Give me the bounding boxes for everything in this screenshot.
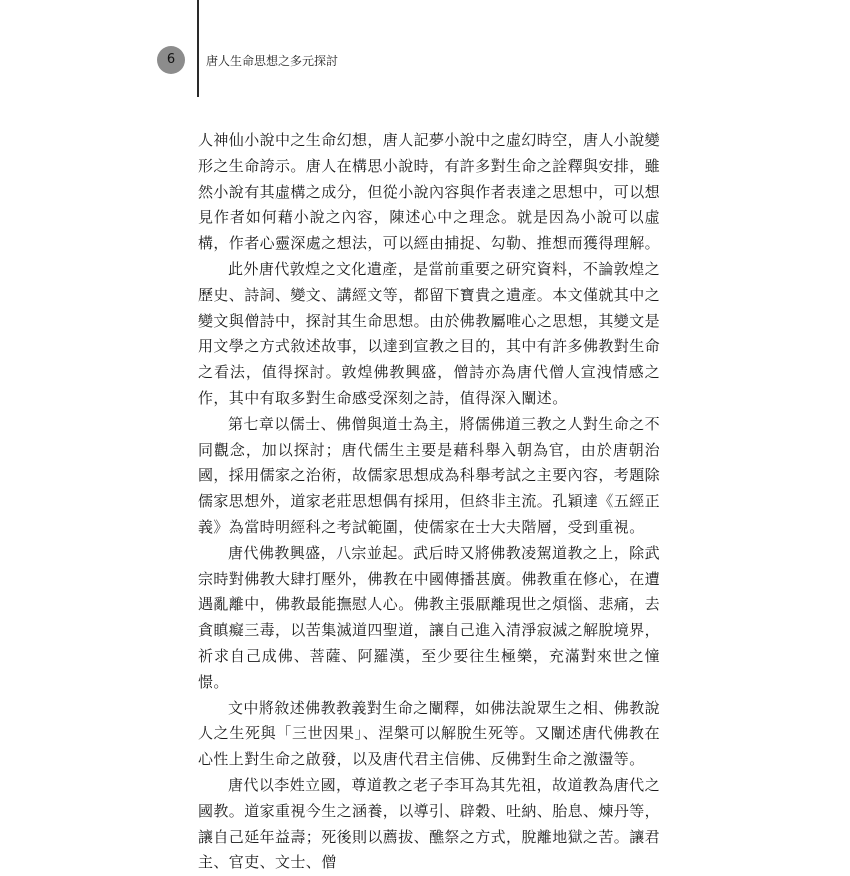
paragraph-5: 文中將敘述佛教教義對生命之闡釋，如佛法說眾生之相、佛教說人之生死與「三世因果」、涅槃可以解脫生死等。又闡述唐代佛教在心性上對生命之啟發，以及唐代君主信佛、反佛對生命之激盪等。 (198, 698, 660, 769)
paragraph-1: 人神仙小說中之生命幻想，唐人記夢小說中之虛幻時空，唐人小說變形之生命誇示。唐人在構思小說時，有許多對生命之詮釋與安排，雖然小說有其虛構之成分，但從小說內容與作者表達之思想中，可以想見作者如何藉小說之內容，陳述心中之理念。就是因為小說可以虛構，作者心靈深處之想法，可以經由捕捉、勾勒、推想而獲得理解。 (198, 131, 661, 253)
paragraph-2: 此外唐代敦煌之文化遺產，是當前重要之研究資料，不論敦煌之歷史、詩詞、變文、講經文等，都留下寶貴之遺產。本文僅就其中之變文與僧詩中，探討其生命思想。由於佛教屬唯心之思想，其變文是用文學之方式敘述故事，以達到宣教之目的，其中有許多佛教對生命之看法，值得探討。敦煌佛教興盛，僧詩亦為唐代僧人宣洩情感之作，其中有取多對生命感受深刻之詩，值得深入闡述。 (198, 259, 661, 407)
paragraph-4: 唐代佛教興盛，八宗並起。武后時又將佛教凌駕道教之上，除武宗時對佛教大肆打壓外，佛教在中國傳播甚廣。佛教重在修心，在遭遇亂離中，佛教最能撫慰人心。佛教主張厭離現世之煩惱、悲痛，去貪瞋癡三毒，以苦集滅道四聖道，讓自己進入清淨寂滅之解脫境界，祈求自己成佛、菩薩、阿羅漢，至少要往生極樂，充滿對來世之憧憬。 (198, 543, 661, 691)
page-number-badge: 6 (157, 46, 185, 74)
paragraph-6: 唐代以李姓立國，尊道教之老子李耳為其先祖，故道教為唐代之國教。道家重視今生之涵養，以導引、辟穀、吐納、胎息、煉丹等，讓自己延年益壽；死後則以薦拔、醮祭之方式，脫離地獄之苦。讓君主、官吏、文士、僧 (198, 775, 661, 872)
paragraph-3: 第七章以儒士、佛僧與道士為主，將儒佛道三教之人對生命之不同觀念，加以探討；唐代儒生主要是藉科舉入朝為官，由於唐朝治國，採用儒家之治術，故儒家思想成為科舉考試之主要內容，考題除儒家思想外，道家老莊思想偶有採用，但終非主流。孔穎達《五經正義》為當時明經科之考試範圍，使儒家在士大夫階層，受到重視。 (198, 414, 661, 536)
running-title: 唐人生命思想之多元探討 (206, 54, 339, 68)
body-text (198, 128, 660, 876)
page-header (0, 0, 850, 100)
header-vertical-rule (197, 0, 199, 97)
